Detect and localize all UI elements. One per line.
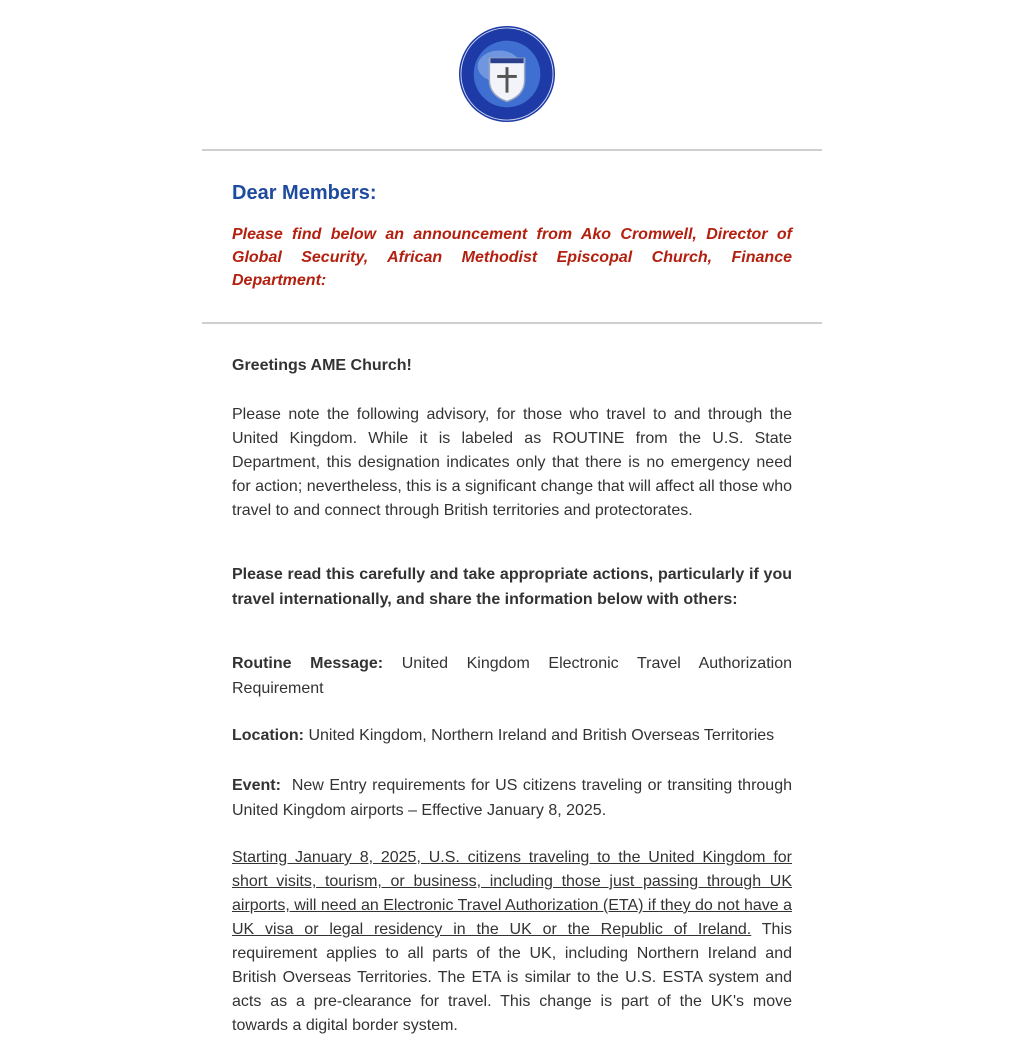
location-label: Location: bbox=[232, 727, 304, 744]
advisory-paragraph: Please note the following advisory, for those who travel to and through the United Kingdom. While it is labeled as ROUTINE from the U.S. State Department, this designation indicates only that there is no emergency need for action; nevertheless, this is a significant change that will affect all those who travel to and connect through British territories and protectorates. bbox=[232, 406, 793, 519]
call-to-action: Please read this carefully and take appropriate actions, particularly if you travel internationally, and share the information below with others: bbox=[232, 566, 792, 608]
divider bbox=[202, 322, 822, 324]
routine-message bbox=[232, 651, 792, 701]
divider bbox=[202, 149, 822, 151]
location bbox=[232, 724, 792, 748]
event-value: New Entry requirements for US citizens traveling or transiting through United Kingdom airports – Effective January 8, 2025. bbox=[232, 777, 797, 819]
routine-value: United Kingdom Electronic Travel Authorization Requirement bbox=[232, 655, 792, 697]
details-rest: This requirement applies to all parts of the UK, including Northern Ireland and British Overseas Territories. The ETA is similar to the U.S. ESTA system and acts as a pre-clearance for travel. This change is part of the UK's move towards a digital border system. bbox=[232, 921, 792, 1034]
salutation: Greetings AME Church! bbox=[232, 357, 412, 374]
location-value: United Kingdom, Northern Ireland and British Overseas Territories bbox=[304, 727, 775, 744]
intro-text: Please find below an announcement from Ako Cromwell, Director of Global Security, African Methodist Episcopal Church, Finance Department: bbox=[232, 226, 792, 289]
office-seal-logo bbox=[458, 25, 556, 123]
details-paragraph bbox=[232, 846, 792, 1038]
details-underlined: Starting January 8, 2025, U.S. citizens traveling to the United Kingdom for short visits, tourism, or business, including those just passing through UK airports, will need an Electronic Travel Authorization (ETA) if they do not have a UK visa or legal residency in the UK or the Republic of Ireland. bbox=[232, 849, 792, 938]
event-label: Event: bbox=[232, 777, 281, 794]
routine-label: Routine Message: bbox=[232, 655, 384, 672]
event bbox=[232, 773, 797, 823]
greeting-heading: Dear Members: bbox=[232, 182, 377, 204]
